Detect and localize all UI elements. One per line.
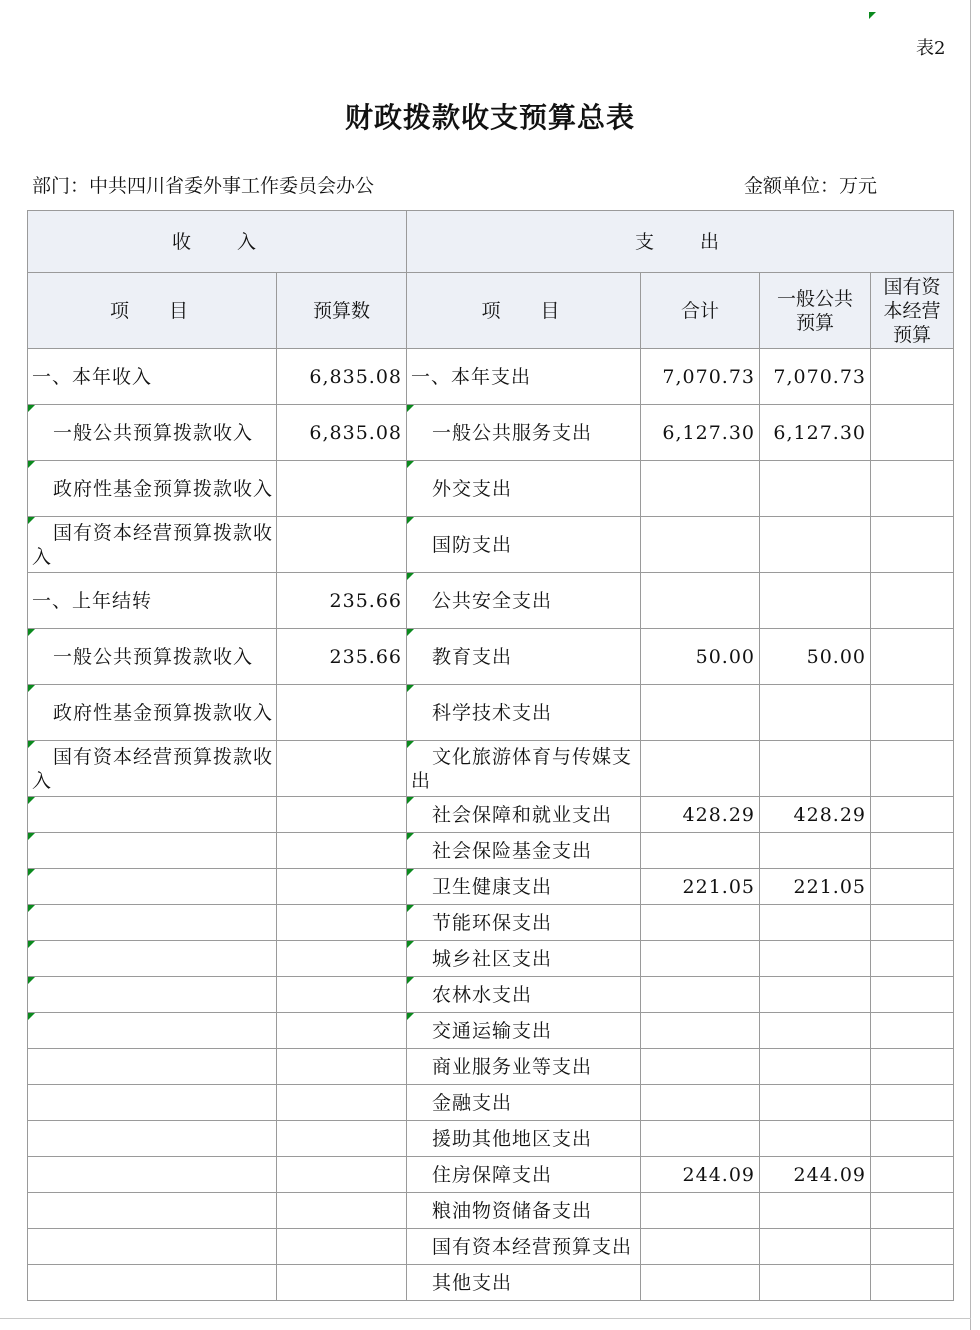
expense-item-cell-text: 外交支出	[432, 477, 513, 500]
expense-item-cell-text: 一、本年支出	[411, 365, 532, 388]
income-item-cell-text: 政府性基金预算拨款收入	[53, 477, 274, 500]
general-budget-cell-text: 221.05	[793, 875, 867, 898]
expense-item-cell	[407, 1121, 641, 1157]
expense-item-cell	[407, 1085, 641, 1121]
income-amount-cell-text: 235.66	[329, 645, 403, 668]
expense-item-cell	[407, 1193, 641, 1229]
income-amount-cell	[277, 797, 407, 833]
income-amount-cell-text: 235.66	[329, 589, 403, 612]
expense-item-cell	[407, 685, 641, 741]
state-capital-cell	[871, 977, 954, 1013]
expense-item-cell	[407, 741, 641, 797]
expense-item-cell-text: 交通运输支出	[432, 1019, 553, 1042]
cell-marker	[28, 941, 35, 948]
income-item-cell	[28, 517, 277, 573]
expense-item-cell-text: 金融支出	[432, 1091, 513, 1114]
income-item-cell	[28, 573, 277, 629]
income-item-cell	[28, 1121, 277, 1157]
department-label: 部门：中共四川省委外事工作委员会办公	[32, 175, 375, 197]
state-capital-cell	[871, 1157, 954, 1193]
expense-item-cell-text: 一般公共服务支出	[432, 421, 593, 444]
expense-item-cell	[407, 405, 641, 461]
cell-marker	[407, 1013, 414, 1020]
state-capital-cell	[871, 797, 954, 833]
state-capital-cell	[871, 629, 954, 685]
income-amount-cell	[277, 741, 407, 797]
general-budget-cell	[760, 629, 871, 685]
income-amount-cell-text: 6,835.08	[309, 365, 403, 388]
general-budget-cell	[760, 869, 871, 905]
income-item-cell-text: 政府性基金预算拨款收入	[53, 701, 274, 724]
expense-item-cell	[407, 1265, 641, 1301]
total-cell	[641, 1193, 760, 1229]
expense-item-cell	[407, 573, 641, 629]
state-capital-cell	[871, 461, 954, 517]
expense-item-cell-text: 住房保障支出	[432, 1163, 553, 1186]
total-cell	[641, 405, 760, 461]
cell-marker	[28, 741, 35, 748]
expense-item-cell	[407, 1157, 641, 1193]
table-row	[28, 1229, 954, 1265]
state-capital-header: 国有资本经营预算	[871, 273, 954, 349]
general-budget-cell-text: 50.00	[806, 645, 867, 668]
income-item-cell	[28, 1013, 277, 1049]
cell-marker	[869, 12, 876, 19]
income-amount-cell	[277, 941, 407, 977]
expense-item-cell-text: 公共安全支出	[432, 589, 553, 612]
page-edge	[970, 0, 971, 1330]
income-item-cell	[28, 1193, 277, 1229]
expense-item-cell-text: 科学技术支出	[432, 701, 553, 724]
income-item-cell	[28, 1265, 277, 1301]
income-amount-cell	[277, 1229, 407, 1265]
expense-item-cell	[407, 1013, 641, 1049]
table-row	[28, 1049, 954, 1085]
income-amount-cell	[277, 905, 407, 941]
general-budget-cell	[760, 461, 871, 517]
total-cell	[641, 1085, 760, 1121]
income-item-cell-text: 国有资本经营预算拨款收入	[32, 521, 274, 568]
expense-item-cell	[407, 349, 641, 405]
general-budget-cell	[760, 685, 871, 741]
total-cell	[641, 517, 760, 573]
state-capital-cell	[871, 1085, 954, 1121]
income-amount-cell	[277, 869, 407, 905]
total-cell-text: 7,070.73	[662, 365, 756, 388]
table-number: 表2	[916, 38, 946, 59]
income-item-cell	[28, 405, 277, 461]
total-cell	[641, 1157, 760, 1193]
general-budget-cell	[760, 1013, 871, 1049]
cell-marker	[28, 629, 35, 636]
income-item-cell	[28, 797, 277, 833]
cell-marker	[28, 517, 35, 524]
total-cell-text: 244.09	[682, 1163, 756, 1186]
income-item-cell	[28, 349, 277, 405]
total-cell	[641, 461, 760, 517]
state-capital-cell	[871, 741, 954, 797]
cell-marker	[407, 461, 414, 468]
cell-marker	[28, 833, 35, 840]
cell-marker	[28, 1013, 35, 1020]
table-row	[28, 1085, 954, 1121]
cell-marker	[28, 461, 35, 468]
income-item-cell	[28, 1049, 277, 1085]
unit-label: 金额单位：万元	[744, 175, 878, 197]
income-amount-cell	[277, 1013, 407, 1049]
general-budget-cell	[760, 941, 871, 977]
income-item-cell	[28, 833, 277, 869]
general-budget-header: 一般公共预算	[760, 273, 871, 349]
cell-marker	[28, 869, 35, 876]
table-row	[28, 629, 954, 685]
expense-item-cell-text: 其他支出	[432, 1271, 513, 1294]
income-item-cell	[28, 905, 277, 941]
header-row-2	[28, 273, 954, 349]
state-capital-cell	[871, 349, 954, 405]
cell-marker	[407, 405, 414, 412]
cell-marker	[407, 517, 414, 524]
income-amount-cell	[277, 833, 407, 869]
cell-marker	[28, 405, 35, 412]
total-cell	[641, 741, 760, 797]
table-row	[28, 941, 954, 977]
header-row-1	[28, 211, 954, 273]
general-budget-cell	[760, 741, 871, 797]
general-budget-cell	[760, 797, 871, 833]
cell-marker	[28, 685, 35, 692]
total-cell	[641, 797, 760, 833]
cell-marker	[407, 797, 414, 804]
income-amount-cell	[277, 1157, 407, 1193]
cell-marker	[407, 573, 414, 580]
state-capital-cell	[871, 1193, 954, 1229]
cell-marker	[407, 977, 414, 984]
expense-item-cell-text: 节能环保支出	[432, 911, 553, 934]
table-row	[28, 405, 954, 461]
total-cell	[641, 977, 760, 1013]
table-row	[28, 869, 954, 905]
budget-table	[27, 210, 954, 1301]
expense-header: 支出	[407, 211, 954, 273]
income-amount-cell	[277, 977, 407, 1013]
income-item-cell-text: 一般公共预算拨款收入	[53, 421, 254, 444]
cell-marker	[407, 869, 414, 876]
table-row	[28, 741, 954, 797]
general-budget-cell	[760, 1049, 871, 1085]
state-capital-cell	[871, 1049, 954, 1085]
income-item-cell	[28, 629, 277, 685]
table-row	[28, 833, 954, 869]
expense-item-cell-text: 农林水支出	[432, 983, 533, 1006]
expense-item-cell	[407, 833, 641, 869]
general-budget-cell	[760, 1229, 871, 1265]
expense-item-cell	[407, 461, 641, 517]
expense-item-cell	[407, 629, 641, 685]
general-budget-cell	[760, 1265, 871, 1301]
cell-marker	[407, 629, 414, 636]
state-capital-cell	[871, 869, 954, 905]
income-amount-cell	[277, 1193, 407, 1229]
table-row	[28, 1121, 954, 1157]
income-amount-cell	[277, 685, 407, 741]
state-capital-cell	[871, 1265, 954, 1301]
table-row	[28, 461, 954, 517]
cell-marker	[28, 797, 35, 804]
total-cell	[641, 1049, 760, 1085]
total-cell	[641, 685, 760, 741]
expense-item-cell	[407, 1049, 641, 1085]
state-capital-cell	[871, 905, 954, 941]
income-item-cell	[28, 1229, 277, 1265]
expense-item-cell-text: 文化旅游体育与传媒支出	[411, 745, 633, 792]
income-item-cell	[28, 461, 277, 517]
general-budget-cell	[760, 1085, 871, 1121]
state-capital-cell	[871, 833, 954, 869]
income-amount-cell	[277, 1049, 407, 1085]
state-capital-cell	[871, 1013, 954, 1049]
table-row	[28, 1265, 954, 1301]
expense-item-cell	[407, 1229, 641, 1265]
income-item-cell	[28, 977, 277, 1013]
general-budget-cell	[760, 405, 871, 461]
expense-item-header: 项目	[407, 273, 641, 349]
income-item-cell	[28, 741, 277, 797]
income-amount-cell	[277, 349, 407, 405]
cell-marker	[407, 741, 414, 748]
general-budget-cell-text: 7,070.73	[773, 365, 867, 388]
total-cell-text: 428.29	[682, 803, 756, 826]
income-item-cell-text: 一般公共预算拨款收入	[53, 645, 254, 668]
general-budget-cell	[760, 1121, 871, 1157]
page-bottom-edge	[0, 1318, 971, 1319]
total-cell	[641, 869, 760, 905]
table-row	[28, 349, 954, 405]
cell-marker	[28, 905, 35, 912]
income-item-cell-text: 国有资本经营预算拨款收入	[32, 745, 274, 792]
table-row	[28, 797, 954, 833]
general-budget-cell-text: 6,127.30	[773, 421, 867, 444]
income-amount-cell	[277, 517, 407, 573]
income-item-header: 项目	[28, 273, 277, 349]
total-cell-text: 221.05	[682, 875, 756, 898]
income-item-cell	[28, 1085, 277, 1121]
expense-item-cell-text: 教育支出	[432, 645, 513, 668]
general-budget-cell	[760, 1157, 871, 1193]
income-amount-cell	[277, 1121, 407, 1157]
general-budget-cell	[760, 573, 871, 629]
income-amount-cell	[277, 461, 407, 517]
table-row	[28, 517, 954, 573]
general-budget-cell	[760, 833, 871, 869]
income-amount-cell	[277, 1085, 407, 1121]
state-capital-cell	[871, 685, 954, 741]
total-cell	[641, 573, 760, 629]
income-amount-cell	[277, 1265, 407, 1301]
page-title: 财政拨款收支预算总表	[344, 101, 635, 134]
income-item-cell	[28, 1157, 277, 1193]
table-row	[28, 573, 954, 629]
income-header: 收入	[28, 211, 407, 273]
income-amount-cell	[277, 405, 407, 461]
expense-item-cell	[407, 977, 641, 1013]
total-cell	[641, 905, 760, 941]
income-item-cell-text: 一、本年收入	[32, 365, 153, 388]
general-budget-cell-text: 244.09	[793, 1163, 867, 1186]
table-row	[28, 1157, 954, 1193]
total-cell	[641, 629, 760, 685]
expense-item-cell-text: 国有资本经营预算支出	[432, 1235, 633, 1258]
general-budget-cell	[760, 905, 871, 941]
expense-item-cell	[407, 941, 641, 977]
expense-item-cell	[407, 905, 641, 941]
state-capital-cell	[871, 517, 954, 573]
total-cell	[641, 833, 760, 869]
cell-marker	[407, 905, 414, 912]
state-capital-cell	[871, 941, 954, 977]
expense-item-cell-text: 粮油物资储备支出	[432, 1199, 593, 1222]
income-item-cell	[28, 869, 277, 905]
cell-marker	[407, 833, 414, 840]
expense-item-cell-text: 社会保障和就业支出	[432, 803, 613, 826]
total-header: 合计	[641, 273, 760, 349]
cell-marker	[407, 941, 414, 948]
total-cell	[641, 1265, 760, 1301]
table-row	[28, 977, 954, 1013]
total-cell	[641, 941, 760, 977]
total-cell-text: 50.00	[695, 645, 756, 668]
income-item-cell	[28, 941, 277, 977]
income-budget-header: 预算数	[277, 273, 407, 349]
state-capital-cell	[871, 573, 954, 629]
expense-item-cell	[407, 517, 641, 573]
expense-item-cell-text: 城乡社区支出	[432, 947, 553, 970]
income-item-cell-text: 一、上年结转	[32, 589, 153, 612]
expense-item-cell-text: 社会保险基金支出	[432, 839, 593, 862]
expense-item-cell-text: 商业服务业等支出	[432, 1055, 593, 1078]
expense-item-cell-text: 援助其他地区支出	[432, 1127, 593, 1150]
table-row	[28, 1193, 954, 1229]
expense-item-cell	[407, 869, 641, 905]
expense-item-cell-text: 国防支出	[432, 533, 513, 556]
total-cell	[641, 1013, 760, 1049]
total-cell-text: 6,127.30	[662, 421, 756, 444]
total-cell	[641, 349, 760, 405]
state-capital-cell	[871, 1229, 954, 1265]
income-amount-cell	[277, 629, 407, 685]
table-row	[28, 685, 954, 741]
table-row	[28, 1013, 954, 1049]
general-budget-cell	[760, 977, 871, 1013]
income-item-cell	[28, 685, 277, 741]
general-budget-cell	[760, 349, 871, 405]
total-cell	[641, 1229, 760, 1265]
general-budget-cell	[760, 517, 871, 573]
table-row	[28, 905, 954, 941]
income-amount-cell-text: 6,835.08	[309, 421, 403, 444]
cell-marker	[407, 685, 414, 692]
state-capital-cell	[871, 1121, 954, 1157]
expense-item-cell	[407, 797, 641, 833]
income-amount-cell	[277, 573, 407, 629]
general-budget-cell-text: 428.29	[793, 803, 867, 826]
expense-item-cell-text: 卫生健康支出	[432, 875, 553, 898]
general-budget-cell	[760, 1193, 871, 1229]
total-cell	[641, 1121, 760, 1157]
state-capital-cell	[871, 405, 954, 461]
cell-marker	[28, 977, 35, 984]
